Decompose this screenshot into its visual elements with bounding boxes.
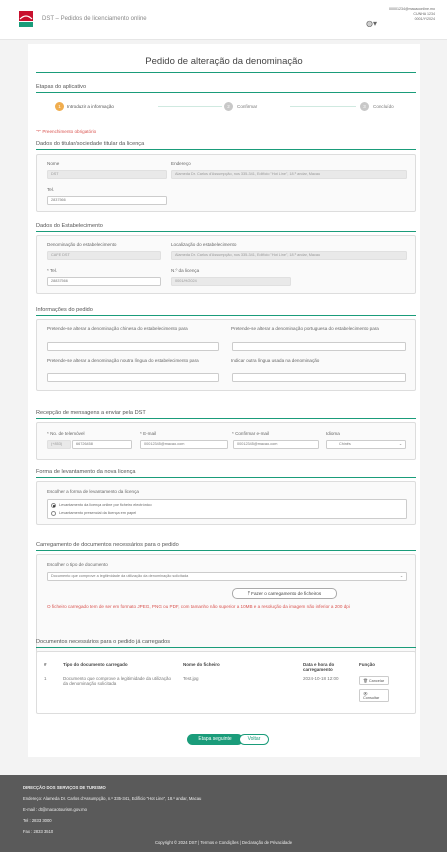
document-type-select[interactable]: [47, 572, 407, 581]
mobile-prefix: (+853): [47, 440, 71, 449]
step-3-label: Concluído: [373, 104, 394, 109]
user-info[interactable]: [389, 7, 435, 23]
portuguese-name-label: Pretende-se alterar a denominação portuguesa do estabelecimento para: [231, 326, 379, 331]
document-type-label: Escolher o tipo de documento: [47, 562, 108, 567]
footer: [0, 775, 447, 852]
step-2-circle: 2: [224, 102, 233, 111]
footer-address: Endereço: Alameda Dr. Carlos d'Assumpção, n.º 335-341, Edifício "Hot Line", 18.º andar, Macau: [23, 796, 202, 801]
user-email: 00001234@macaoonline.mo: [388, 7, 435, 11]
mobile-label: * No. de telemóvel: [47, 431, 85, 436]
top-bar: [0, 0, 447, 40]
section-divider: [36, 418, 416, 419]
col-number: #: [44, 662, 47, 667]
other-language-label: Indicar outra língua usada na denominação: [231, 358, 320, 363]
holder-name-label: Nome: [47, 161, 60, 166]
next-step-button[interactable]: Etapa seguinte: [187, 734, 243, 745]
license-number-field: 0001/H/2024: [171, 277, 291, 286]
establishment-name-field: CAFE DST: [47, 251, 161, 260]
portuguese-name-input[interactable]: [232, 342, 406, 351]
page-title: Pedido de alteração da denominação: [145, 56, 303, 67]
upload-files-button[interactable]: [232, 588, 337, 599]
pickup-online-radio[interactable]: [51, 503, 56, 508]
language-select[interactable]: [326, 440, 406, 449]
footer-fax: Fax : 2833 3510: [23, 829, 54, 834]
other-language-input[interactable]: [232, 373, 406, 382]
pickup-choose-label: Escolher a forma de levantamento da licença: [47, 489, 139, 494]
document-type-value: Documento que comprove a legitimidade da utilização da denominação solicitada: [51, 574, 189, 578]
step-3-circle: 3: [360, 102, 369, 111]
footer-email[interactable]: E-mail : dt@macaotourism.gov.mo: [23, 807, 87, 812]
col-function: Função: [359, 662, 376, 667]
footer-copyright[interactable]: Copyright © 2024 DST | Termos e Condições | Declaração de Privacidade: [154, 840, 293, 845]
globe-icon[interactable]: ◍▾: [366, 19, 377, 28]
chinese-name-input[interactable]: [47, 342, 219, 351]
confirm-email-input[interactable]: 00012345@macao.com: [233, 440, 319, 449]
messages-box: [36, 422, 416, 460]
step-1-label: Introduzir a informação: [67, 104, 114, 109]
eye-icon: 👁: [363, 692, 368, 696]
delete-label: Cancelar: [368, 679, 385, 683]
trash-icon: 🗑: [363, 679, 369, 683]
upload-button-label: Fazer o carregamento de ficheiros: [251, 591, 322, 596]
other-language-name-input[interactable]: [47, 373, 219, 382]
table-row: [41, 674, 413, 708]
section-divider: [36, 149, 416, 150]
step-1-circle: 1: [55, 102, 64, 111]
establishment-tel-input[interactable]: 28837566: [47, 277, 161, 286]
license-number-label: N.º da licença: [171, 268, 200, 273]
messages-section-title: Recepção de mensagens a enviar pela DST: [36, 410, 146, 416]
steps-title: Etapas do aplicativo: [36, 84, 87, 90]
pickup-inperson-radio[interactable]: [51, 511, 56, 516]
holder-name-field: DST: [47, 170, 167, 179]
footer-org: DIRECÇÃO DOS SERVIÇOS DE TURISMO: [23, 785, 106, 790]
holder-address-label: Endereço: [171, 161, 191, 166]
upload-format-note: O ficheiro carregado tem de ser em formato JPEG, PNG ou PDF, com tamanho não superior a 10MB e a resolução da imagem não inferior a 200 dpi: [47, 604, 350, 609]
pickup-inperson-label[interactable]: Levantamento presencial da licença em papel: [59, 511, 137, 515]
required-note: "*" Preenchimento obrigatório: [36, 129, 97, 134]
email-label: * E-mail: [140, 431, 157, 436]
section-divider: [36, 315, 416, 316]
col-upload-datetime: Data e hora do carregamento: [303, 662, 335, 672]
section-divider: [36, 477, 416, 478]
row-number: 1: [44, 676, 47, 681]
step-2-label: Confirmar: [237, 104, 258, 109]
other-language-name-label: Pretende-se alterar a denominação noutra língua do estabelecimento para: [47, 358, 199, 363]
step-connector: [290, 106, 356, 107]
establishment-name-label: Denominação do estabelecimento: [47, 242, 117, 247]
pickup-options-group: [47, 499, 407, 519]
language-label: Idioma: [326, 431, 340, 436]
establishment-box: [36, 235, 416, 294]
language-select-value: Chinês: [339, 442, 351, 446]
uploaded-documents-table: [41, 660, 413, 708]
holder-tel-label: Tel.: [47, 187, 55, 192]
row-actions: [356, 674, 413, 708]
holder-address-field: Alameda Dr. Carlos d'Assumpção, nos 335-341, Edifício "Hot Line", 18.º andar, Macau: [171, 170, 407, 179]
chinese-name-label: Pretende-se alterar a denominação chinesa do estabelecimento para: [47, 326, 188, 331]
upload-icon: ⤒: [247, 591, 252, 596]
establishment-section-title: Dados do Estabelecimento: [36, 223, 103, 229]
section-divider: [36, 231, 416, 232]
confirm-email-label: * Confirmar e-mail: [232, 431, 270, 436]
establishment-location-field: Alameda Dr. Carlos d'Assumpção, nos 335-341, Edifício "Hot Line", 18.º andar, Macau: [171, 251, 407, 260]
chevron-down-icon: ⌄: [399, 574, 403, 578]
app-title: DST – Pedidos de licenciamento online: [42, 16, 147, 22]
col-file-name: Nome do ficheiro: [183, 662, 220, 667]
pickup-online-label[interactable]: Levantamento da licença online por ficheiro electrónico: [59, 503, 152, 507]
delete-document-button[interactable]: [359, 676, 389, 685]
view-label: Consultar: [363, 696, 380, 700]
request-section-title: Informações do pedido: [36, 307, 93, 313]
step-connector: [158, 106, 222, 107]
establishment-location-label: Localização do estabelecimento: [171, 242, 237, 247]
view-document-button[interactable]: [359, 689, 389, 702]
request-box: [36, 319, 416, 391]
form-card: [28, 44, 420, 757]
email-input[interactable]: 00012345@macao.com: [140, 440, 228, 449]
upload-section-title: Carregamento de documentos necessários para o pedido: [36, 542, 179, 548]
back-button[interactable]: Voltar: [239, 734, 269, 745]
holder-tel-input[interactable]: 2837566: [47, 196, 167, 205]
mobile-input[interactable]: 66726458: [72, 440, 132, 449]
col-document-type: Tipo do documento carregado: [63, 662, 128, 667]
chevron-down-icon: ⌄: [398, 442, 402, 446]
pickup-box: [36, 481, 416, 525]
uploaded-box: [36, 651, 416, 714]
pickup-section-title: Forma de levantamento da nova licença: [36, 469, 136, 475]
row-upload-datetime: 2024-10-18 12:00: [303, 676, 339, 681]
establishment-tel-label: * Tel.: [47, 268, 58, 273]
table-header-row: [41, 660, 413, 674]
row-file-name: Test.jpg: [183, 676, 199, 681]
section-divider: [36, 647, 416, 648]
footer-tel: Tel : 2833 3000: [23, 818, 52, 823]
row-document-type: Documento que comprove a legitimidade da utilização da denominação solicitada: [63, 676, 172, 686]
uploaded-section-title: Documentos necessários para o pedido já carregados: [36, 639, 171, 645]
user-id: 0001/Y/2024: [414, 17, 435, 22]
holder-box: [36, 154, 416, 212]
section-divider: [36, 92, 416, 93]
dst-logo[interactable]: [18, 10, 34, 28]
user-name: CUNHA 1234: [413, 12, 435, 17]
holder-section-title: Dados do titular/sociedade titular da licença: [36, 141, 145, 147]
title-divider: [36, 72, 416, 73]
section-divider: [36, 550, 416, 551]
